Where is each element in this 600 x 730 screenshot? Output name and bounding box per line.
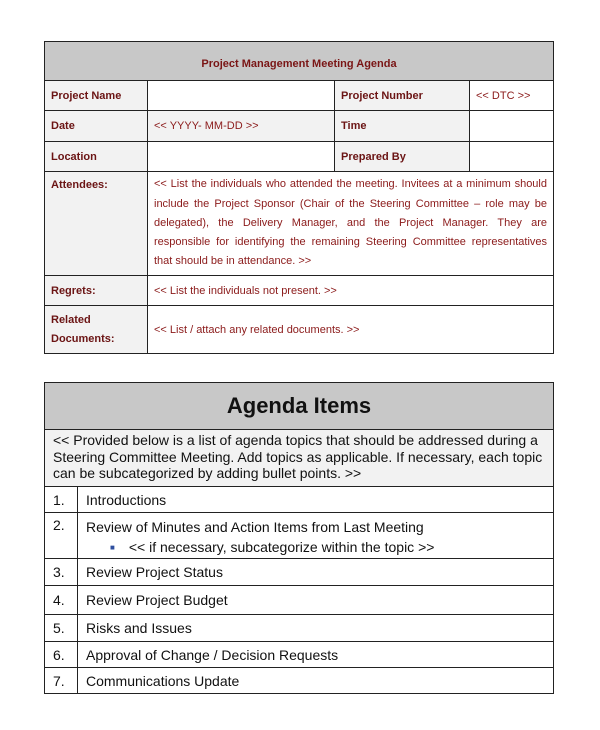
agenda-item-number: 6. (45, 642, 78, 668)
agenda-item-risks-issues[interactable]: Risks and Issues (78, 615, 554, 642)
related-documents-label: Related Documents: (45, 306, 148, 354)
agenda-item-number: 7. (45, 668, 78, 694)
project-name-value[interactable] (148, 81, 335, 111)
location-value[interactable] (148, 142, 335, 172)
agenda-item-row (45, 487, 554, 513)
project-number-label: Project Number (335, 81, 470, 111)
agenda-heading: Agenda Items (45, 383, 554, 430)
project-number-value[interactable]: << DTC >> (470, 81, 554, 111)
agenda-item-number: 3. (45, 559, 78, 586)
agenda-intro[interactable]: << Provided below is a list of agenda topics that should be addressed during a Steering Committee Meeting. Add topics as applicable. If necessary, each topic can be subcategorized by adding bullet points. >> (45, 430, 554, 487)
location-label: Location (45, 142, 148, 172)
agenda-item-project-status[interactable]: Review Project Status (78, 559, 554, 586)
regrets-label: Regrets: (45, 276, 148, 306)
agenda-item-row (45, 586, 554, 615)
prepared-by-value[interactable] (470, 142, 554, 172)
related-documents-text[interactable]: << List / attach any related documents. >> (148, 306, 554, 354)
agenda-subitem (86, 537, 545, 558)
agenda-item-row (45, 615, 554, 642)
agenda-item-number: 4. (45, 586, 78, 615)
agenda-item-row (45, 513, 554, 559)
agenda-item-row (45, 642, 554, 668)
meeting-info-table (44, 41, 554, 354)
time-label: Time (335, 111, 470, 142)
agenda-item-review-minutes[interactable] (78, 513, 554, 559)
agenda-item-project-budget[interactable]: Review Project Budget (78, 586, 554, 615)
agenda-item-change-requests[interactable]: Approval of Change / Decision Requests (78, 642, 554, 668)
agenda-item-number: 2. (45, 513, 78, 559)
agenda-item-label: Review of Minutes and Action Items from Last Meeting (86, 519, 424, 535)
prepared-by-label: Prepared By (335, 142, 470, 172)
agenda-item-number: 1. (45, 487, 78, 513)
agenda-item-row (45, 668, 554, 694)
regrets-text[interactable]: << List the individuals not present. >> (148, 276, 554, 306)
agenda-item-number: 5. (45, 615, 78, 642)
agenda-items-table (44, 382, 554, 694)
project-name-label: Project Name (45, 81, 148, 111)
time-value[interactable] (470, 111, 554, 142)
date-label: Date (45, 111, 148, 142)
attendees-text[interactable]: << List the individuals who attended the meeting. Invitees at a minimum should include the Project Sponsor (Chair of the Steering Committee – role may be delegated), the Delivery Manager, and the Project Manager. They are responsible for identifying the remaining Steering Committee representatives that should be in attendance. >> (148, 172, 554, 276)
agenda-subitem-label: << if necessary, subcategorize within the topic >> (128, 539, 435, 555)
date-value[interactable]: << YYYY- MM-DD >> (148, 111, 335, 142)
agenda-item-introductions[interactable]: Introductions (78, 487, 554, 513)
agenda-item-row (45, 559, 554, 586)
agenda-document-title: Project Management Meeting Agenda (45, 42, 554, 81)
attendees-label: Attendees: (45, 172, 148, 276)
agenda-item-communications[interactable]: Communications Update (78, 668, 554, 694)
square-bullet-icon: ■ (110, 543, 115, 553)
